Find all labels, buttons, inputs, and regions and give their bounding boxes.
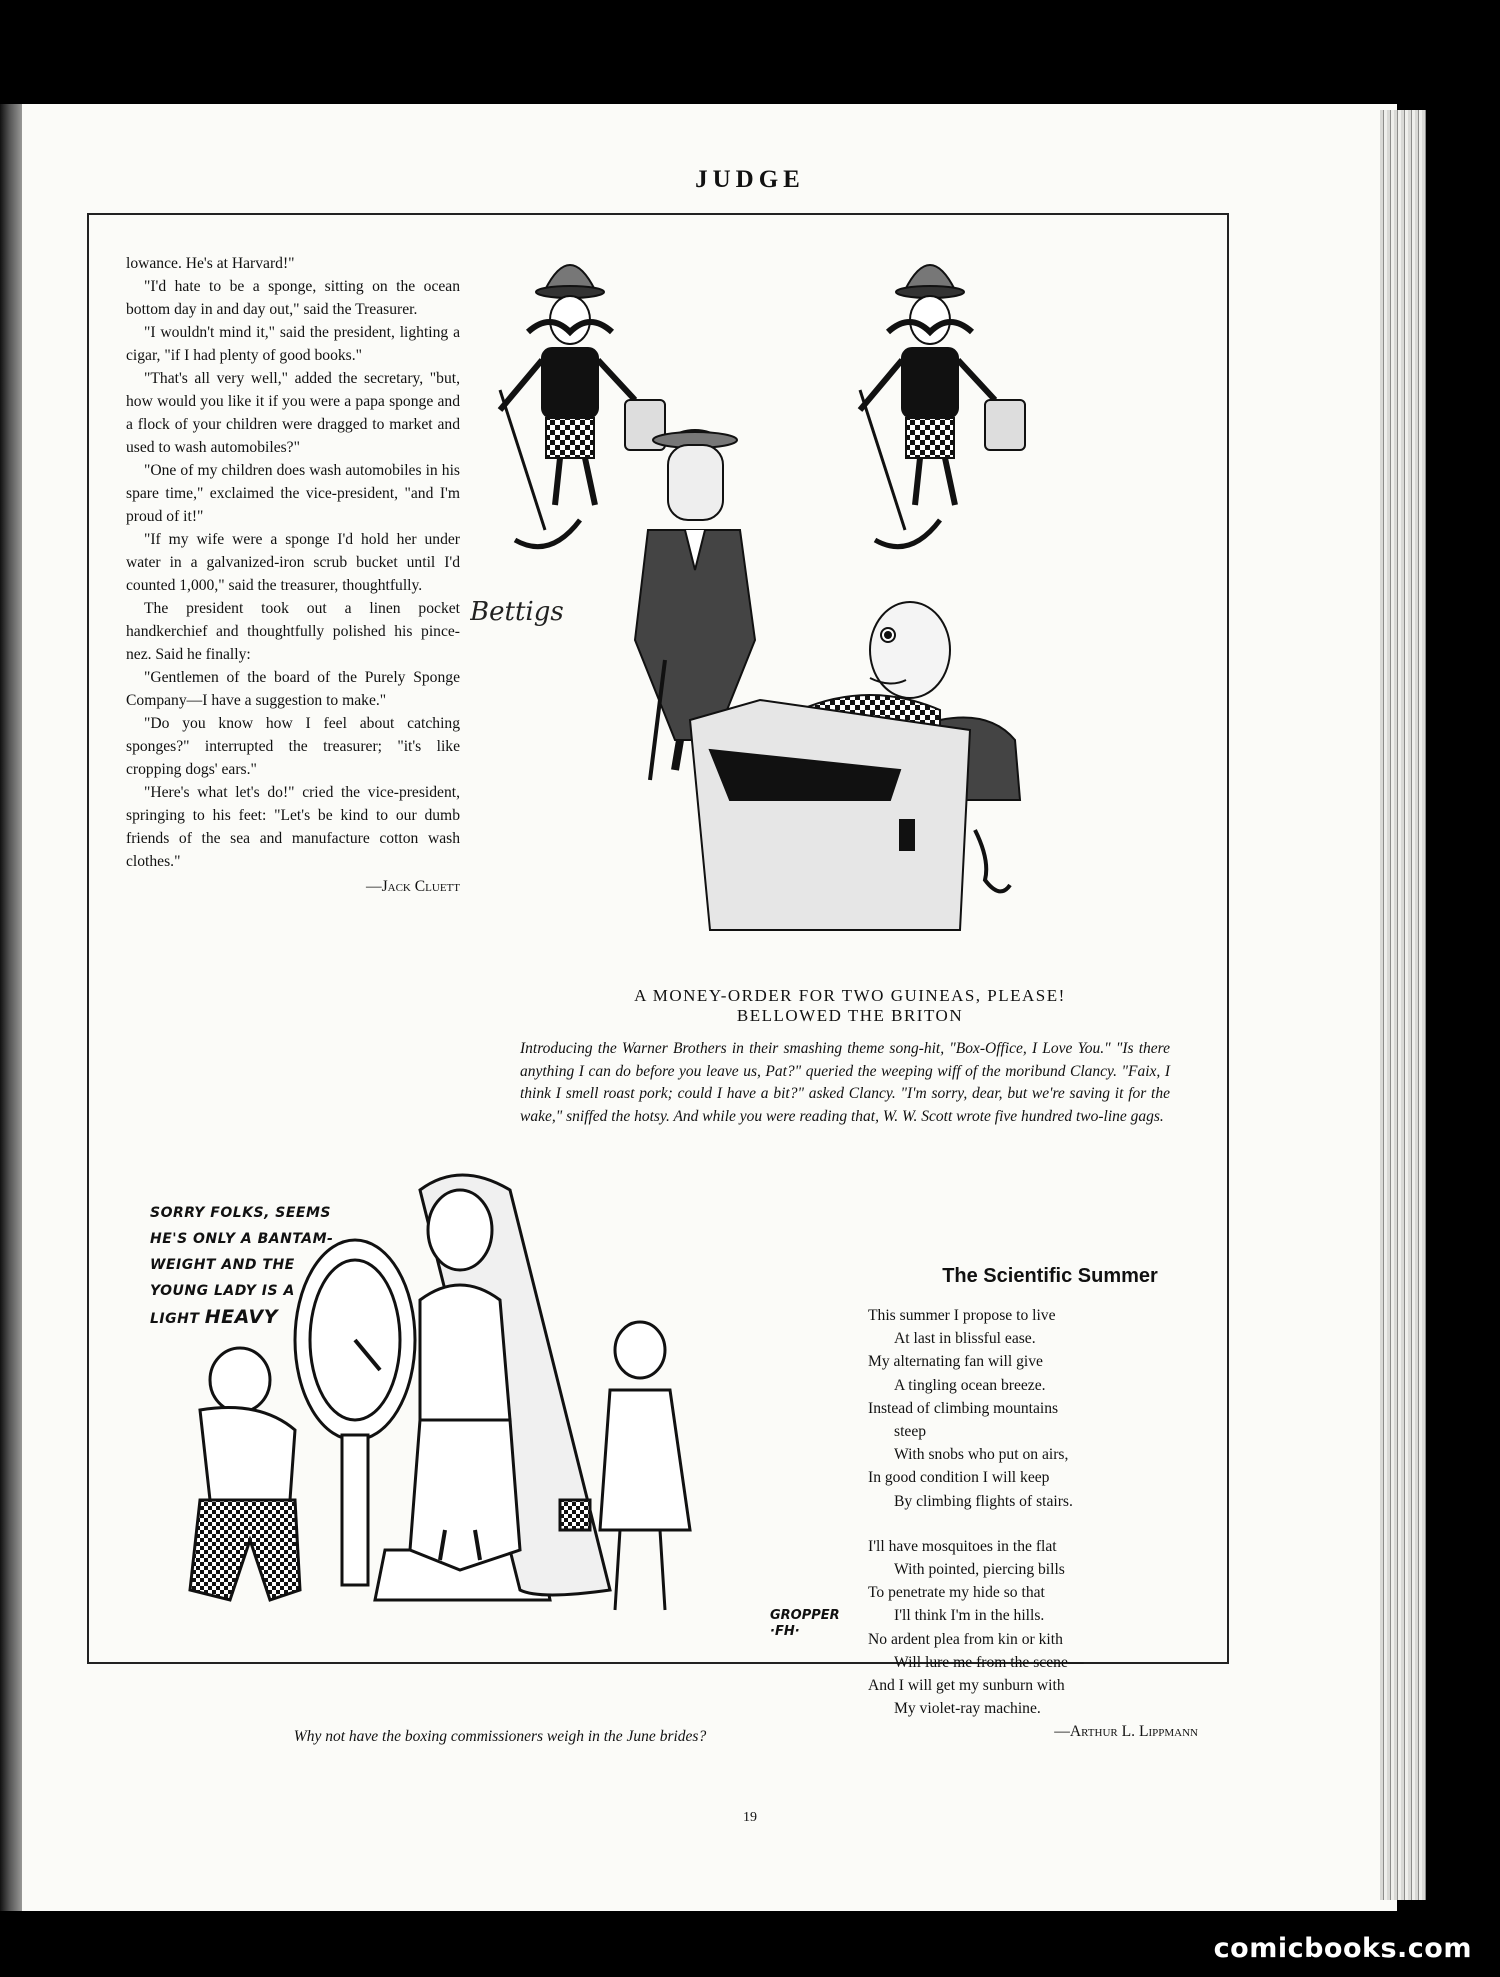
poem: [868, 1304, 1198, 1744]
poem-line: My alternating fan will give: [868, 1353, 1043, 1371]
artist-signature-bottom: [770, 1608, 840, 1640]
watermark: comicbooks.com: [1213, 1933, 1472, 1964]
poem-line: No ardent plea from kin or kith: [868, 1630, 1063, 1648]
callout-line: [150, 1304, 370, 1332]
poem-line: And I will get my sunburn with: [868, 1677, 1065, 1695]
poem-title: The Scientific Summer: [942, 1265, 1158, 1287]
poem-line: With snobs who put on airs,: [894, 1446, 1069, 1464]
poem-line: In good condition I will keep: [868, 1469, 1050, 1487]
callout-word-heavy: HEAVY: [204, 1306, 279, 1328]
story-paragraph: "I wouldn't mind it," said the president, lighting a cigar, "if I had plenty of good books.": [126, 324, 460, 364]
bride-figure: [410, 1175, 610, 1595]
fat-man-figure: [190, 1348, 300, 1600]
poem-line: steep: [894, 1423, 927, 1441]
poem-line: I'll have mosquitoes in the flat: [868, 1537, 1057, 1555]
poem-line: By climbing flights of stairs.: [894, 1492, 1073, 1510]
callout-line: YOUNG LADY IS A: [150, 1283, 295, 1299]
story-column: [126, 252, 460, 898]
poem-line: To penetrate my hide so that: [868, 1584, 1045, 1602]
masthead: JUDGE: [695, 166, 805, 193]
callout-line: WEIGHT AND THE: [150, 1257, 295, 1273]
poem-line: At last in blissful ease.: [894, 1330, 1036, 1348]
story-paragraph: lowance. He's at Harvard!": [126, 255, 295, 272]
story-paragraph: "Here's what let's do!" cried the vice-president, springing to his feet: "Let's be kind to our dumb friends of the sea and manufacture cotton wash clothes.": [126, 784, 460, 870]
artist-signature-line: GROPPER: [770, 1608, 840, 1623]
story-paragraph: "Gentlemen of the board of the Purely Sponge Company—I have a suggestion to make.": [126, 669, 460, 709]
poem-line: Will lure me from the scene—: [894, 1653, 1084, 1671]
story-paragraph: "I'd hate to be a sponge, sitting on the ocean bottom day in and day out," said the Treasurer.: [126, 278, 460, 318]
poem-line: Instead of climbing mountains: [868, 1399, 1059, 1417]
story-paragraph: "Do you know how I feel about catching sponges?" interrupted the treasurer; "it's like cropping dogs' ears.": [126, 715, 460, 778]
artist-signature: Bettigs: [470, 597, 564, 627]
speech-callout: [150, 1200, 370, 1332]
story-author: —Jack Cluett: [365, 878, 460, 895]
callout-word: LIGHT: [150, 1311, 200, 1327]
stanza-break: [868, 1513, 1198, 1535]
warner-brothers-cartoon: [470, 240, 1190, 980]
artist-signature-line: ·FH·: [770, 1624, 800, 1639]
story-paragraph: "One of my children does wash automobiles in his spare time," exclaimed the vice-president, "and I'm proud of it!": [126, 462, 460, 525]
cartoon-headline-line-2: BELLOWED THE BRITON: [736, 1006, 964, 1025]
story-paragraph: The president took out a linen pocket handkerchief and thoughtfully polished his pince-nez. Said he finally:: [126, 600, 460, 663]
policeman-figure-left: [500, 265, 665, 547]
cartoon-headline: [530, 986, 1170, 1026]
cartoon-headline-line-1: A MONEY-ORDER FOR TWO GUINEAS, PLEASE!: [634, 986, 1066, 1005]
poem-author: —Arthur L. Lippmann: [1054, 1723, 1198, 1741]
cartoon-caption-bottom: Why not have the boxing commissioners weigh in the June brides?: [293, 1728, 707, 1745]
policeman-figure-right: [860, 265, 1025, 547]
page-number: 19: [743, 1810, 757, 1825]
poem-line: With pointed, piercing bills: [894, 1561, 1065, 1579]
poem-line: This summer I propose to live: [868, 1307, 1056, 1324]
story-paragraph: "If my wife were a sponge I'd hold her under water in a galvanized-iron scrub bucket until I'd counted 1,000," said the treasurer, thoughtfully.: [126, 531, 460, 594]
cartoon-caption: Introducing the Warner Brothers in their smashing theme song-hit, "Box-Office, I Love You." "Is there anything I can do before you leave us, Pat?" queried the weeping wiff of the moribund Clancy. "Faix, I think I smell roast pork; could I have a bit?" asked Clancy. "I'm sorry, dear, but we're saving it for the wake," sniffed the hotsy. And while you were reading that, W. W. Scott wrote five hundred two-line gags.: [520, 1040, 1170, 1125]
poem-line: A tingling ocean breeze.: [894, 1376, 1046, 1394]
callout-line: HE'S ONLY A BANTAM-: [150, 1231, 334, 1247]
poem-line: I'll think I'm in the hills.: [894, 1607, 1045, 1625]
callout-line: SORRY FOLKS, SEEMS: [150, 1205, 332, 1221]
poem-line: My violet-ray machine.: [894, 1700, 1041, 1718]
story-paragraph: "That's all very well," added the secretary, "but, how would you like it if you were a papa sponge and a flock of your children were dragged to market and used to wash automobiles?": [126, 370, 460, 456]
page-edges: [1380, 110, 1426, 1900]
